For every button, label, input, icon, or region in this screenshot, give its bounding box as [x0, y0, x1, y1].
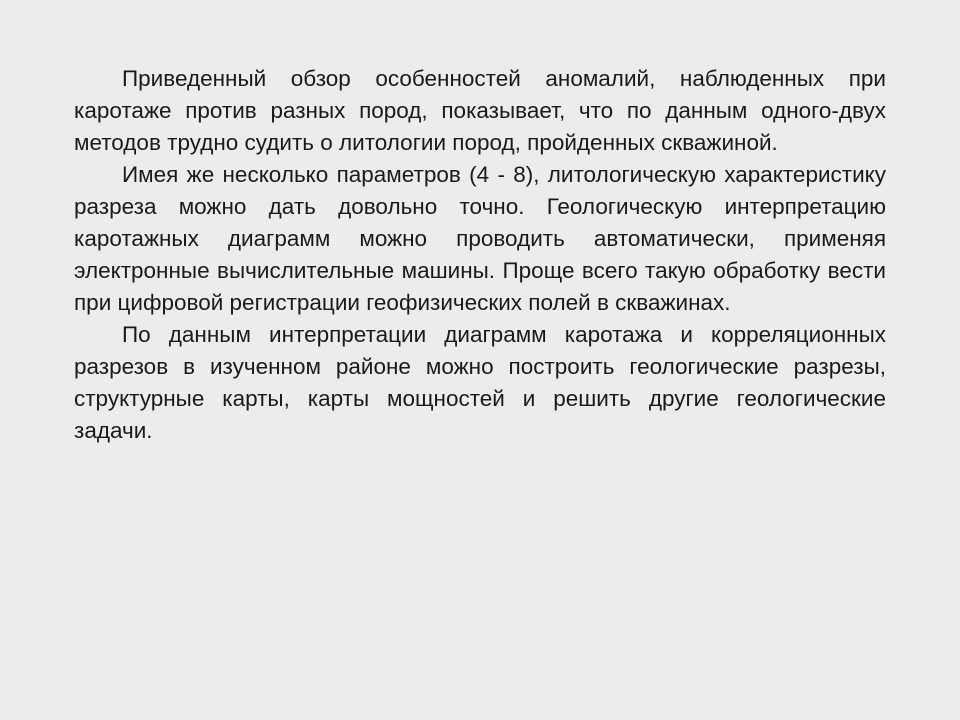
paragraph-3: По данным интерпретации диаграмм каротажа и корреляционных разрезов в изученном районе можно построить геологические разрезы, структурные карты, карты мощностей и решить другие геологические задачи.	[74, 322, 886, 443]
text-body	[74, 63, 886, 447]
paragraph-1: Приведенный обзор особенностей аномалий, наблюденных при каротаже против разных пород, показывает, что по данным одного-двух методов трудно судить о литологии пород, пройденных скважиной.	[74, 66, 886, 155]
paragraph-2: Имея же несколько параметров (4 - 8), литологическую характеристику разреза можно дать довольно точно. Геологическую интерпретацию каротажных диаграмм можно проводить автоматически, применяя электронные вычислительные машины. Проще всего такую обработку вести при цифровой регистрации геофизических полей в скважинах.	[74, 162, 886, 315]
